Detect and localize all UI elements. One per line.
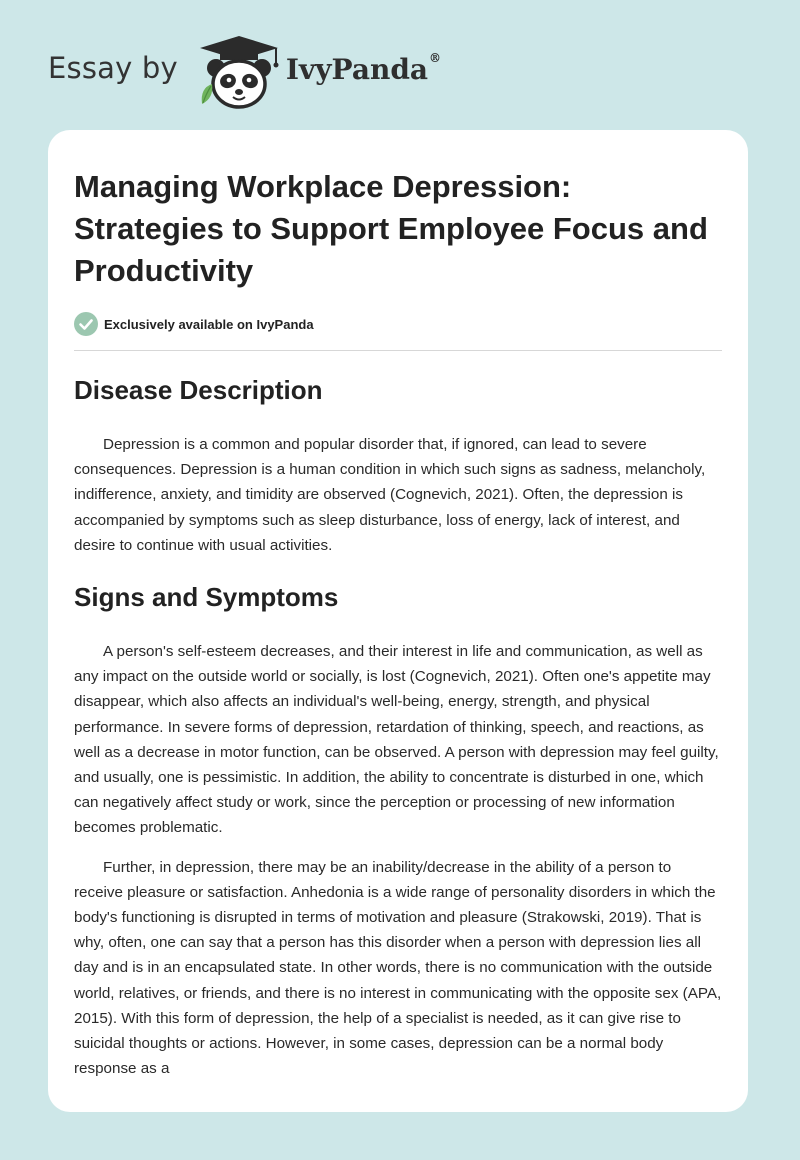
paragraph: Further, in depression, there may be an inability/decrease in the ability of a person to receive pleasure or satisfaction. Anhedonia is a wide range of personality disorders in which the body's functioning is disrupted in terms of motivation and pleasure (Strakowski, 2019). That is why, often, one can say that a person has this disorder when a person with depression lies all day and is in an encapsulated state. In other words, there is no communication with the outside world, relatives, or friends, and there is no interest in communicating with the opposite sex (APA, 2015). With this form of depression, the help of a specialist is needed, as it can give rise to suicidal thoughts or actions. However, in some cases, depression can be a normal body response as a [74,858,722,1078]
paragraph: A person's self-esteem decreases, and their interest in life and communication, as well as any impact on the outside world or socially, is lost (Cognevich, 2021). Often one's appetite may disappear, which also affects an individual's well-being, energy, strength, and physical performance. In severe forms of depression, retardation of thinking, speech, and reactions, as well as a decrease in motor function, can be observed. A person with depression may feel guilty, and usually, one is pessimistic. In addition, the ability to concentrate is disturbed in one, which can negatively affect study or work, since the perception or processing of new information becomes problematic. [74,643,719,837]
brand-header [48,34,441,110]
registered-mark: ® [429,50,442,65]
essay-card [48,130,748,1112]
title-divider [74,350,722,351]
paragraph: Depression is a common and popular disorder that, if ignored, can lead to severe consequences. Depression is a human condition in which such signs as sadness, melancholy, indifference, anxiety, and timidity are observed (Cognevich, 2021). Often, the depression is accompanied by symptoms such as sleep disturbance, loss of energy, lack of interest, and desire to continue with usual activities. [74,436,706,554]
brand-name: IvyPanda® [285,50,442,86]
essay-title: Managing Workplace Depression: Strategies to Support Employee Focus and Productivity [74,169,708,288]
panda-graduate-icon [196,34,282,110]
exclusive-badge [74,312,722,336]
exclusive-badge-text: Exclusively available on IvyPanda [104,316,314,332]
check-circle-icon [74,312,98,336]
brand-prefix: Essay by [48,51,178,85]
section-heading-disease-description: Disease Description [74,375,323,405]
section-heading-signs-and-symptoms: Signs and Symptoms [74,582,339,613]
